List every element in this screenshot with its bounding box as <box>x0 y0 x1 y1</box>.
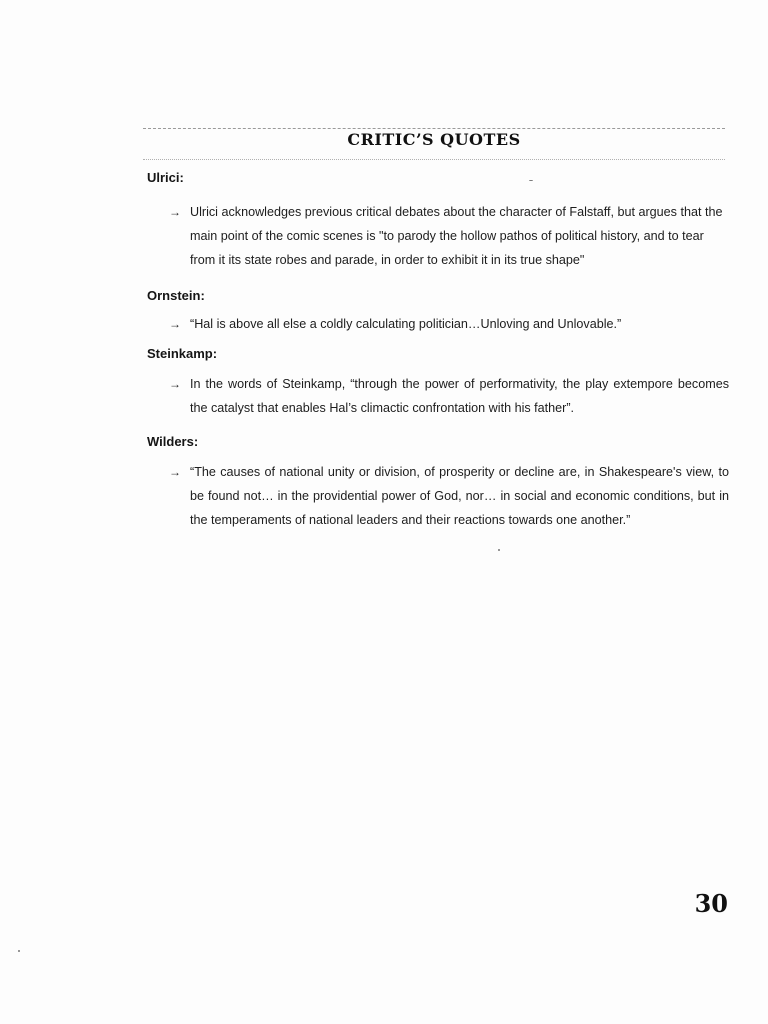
scan-speck <box>18 950 20 952</box>
quote-steinkamp <box>169 372 729 420</box>
quote-text: Ulrici acknowledges previous critical debates about the character of Falstaff, but argues that the main point of the comic scenes is "to parody the hollow pathos of political history, and to tear from it its state robes and parade, in order to exhibit it in its true shape" <box>190 205 723 267</box>
arrow-icon: → <box>169 377 181 391</box>
quote-ulrici <box>169 200 729 272</box>
quote-text: “The causes of national unity or division, of prosperity or decline are, in Shakespeare's view, to be found not… in the providential power of God, nor… in social and economic conditions, but in the temperaments of national leaders and their reactions towards one another.” <box>190 465 729 527</box>
title-bottom-rule <box>143 159 725 160</box>
page-title: CRITIC’S QUOTES <box>347 130 521 149</box>
scan-speck <box>529 180 533 181</box>
scan-speck <box>498 549 500 551</box>
quote-text: “Hal is above all else a coldly calculating politician…Unloving and Unlovable.” <box>190 317 622 331</box>
arrow-icon: → <box>169 465 181 479</box>
page-number: 30 <box>694 889 728 918</box>
critic-heading-ulrici: Ulrici: <box>147 170 184 185</box>
critic-heading-wilders: Wilders: <box>147 434 199 449</box>
quote-wilders <box>169 460 729 532</box>
arrow-icon: → <box>169 317 181 331</box>
critic-heading-ornstein: Ornstein: <box>147 288 205 303</box>
quote-ornstein <box>169 312 729 336</box>
critic-heading-steinkamp: Steinkamp: <box>147 346 218 361</box>
arrow-icon: → <box>169 205 181 219</box>
quote-text: In the words of Steinkamp, “through the power of performativity, the play extempore becomes the catalyst that enables Hal’s climactic confrontation with his father”. <box>190 377 729 415</box>
